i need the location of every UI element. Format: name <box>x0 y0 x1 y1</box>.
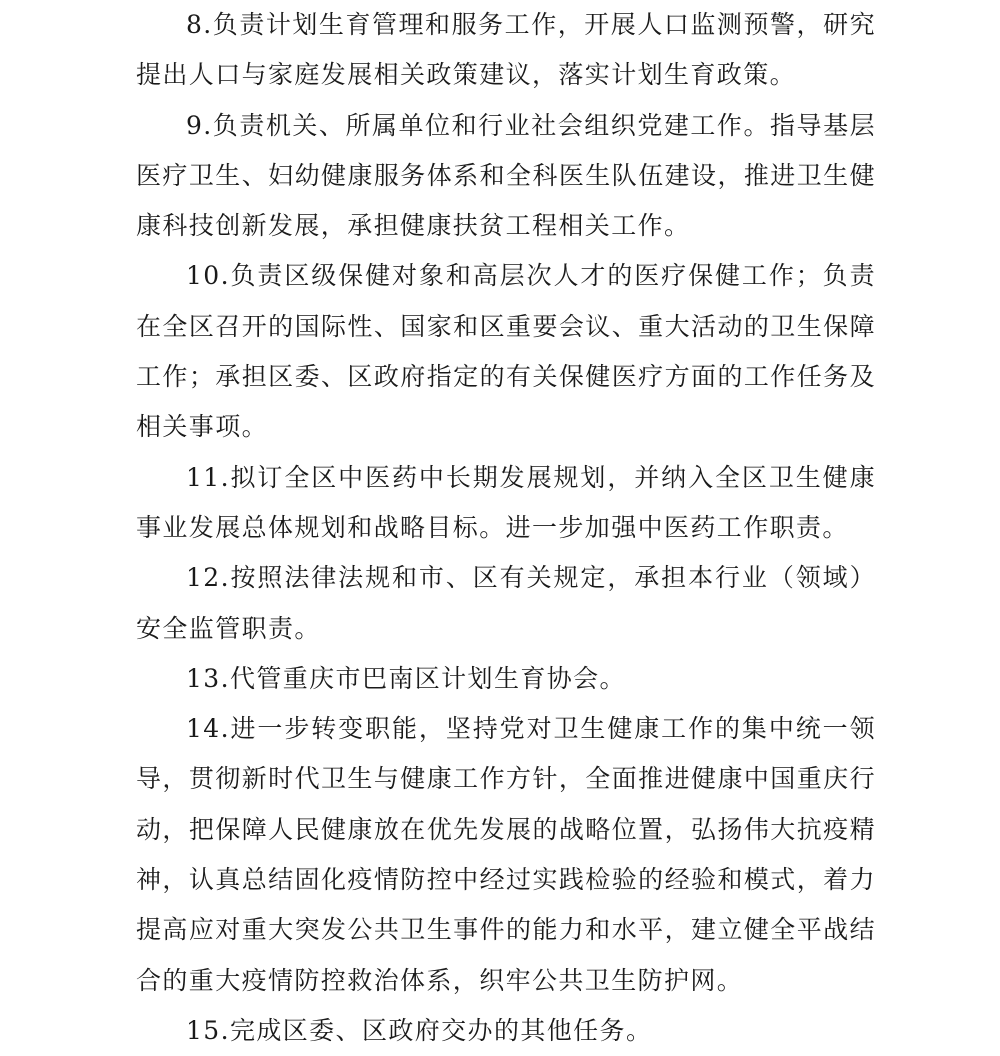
paragraph-item-10: 10.负责区级保健对象和高层次人才的医疗保健工作；负责在全区召开的国际性、国家和区重要会议、重大活动的卫生保障工作；承担区委、区政府指定的有关保健医疗方面的工作任务及相关事项。 <box>136 261 876 442</box>
paragraph-item-13: 13.代管重庆市巴南区计划生育协会。 <box>186 663 626 693</box>
paragraph-item-15: 15.完成区委、区政府交办的其他任务。 <box>186 1015 653 1045</box>
paragraph-item-8: 8.负责计划生育管理和服务工作，开展人口监测预警，研究提出人口与家庭发展相关政策建议，落实计划生育政策。 <box>136 10 876 90</box>
paragraph-item-11: 11.拟订全区中医药中长期发展规划，并纳入全区卫生健康事业发展总体规划和战略目标。进一步加强中医药工作职责。 <box>136 462 876 542</box>
paragraph-item-12: 12.按照法律法规和市、区有关规定，承担本行业（领域）安全监管职责。 <box>136 563 876 643</box>
paragraph-item-14: 14.进一步转变职能，坚持党对卫生健康工作的集中统一领导，贯彻新时代卫生与健康工作方针，全面推进健康中国重庆行动，把保障人民健康放在优先发展的战略位置，弘扬伟大抗疫精神，认真总结固化疫情防控中经过实践检验的经验和模式，着力提高应对重大突发公共卫生事件的能力和水平，建立健全平战结合的重大疫情防控救治体系，织牢公共卫生防护网。 <box>136 714 876 995</box>
paragraph-item-9: 9.负责机关、所属单位和行业社会组织党建工作。指导基层医疗卫生、妇幼健康服务体系和全科医生队伍建设，推进卫生健康科技创新发展，承担健康扶贫工程相关工作。 <box>136 110 876 241</box>
document-page <box>136 0 876 1056</box>
